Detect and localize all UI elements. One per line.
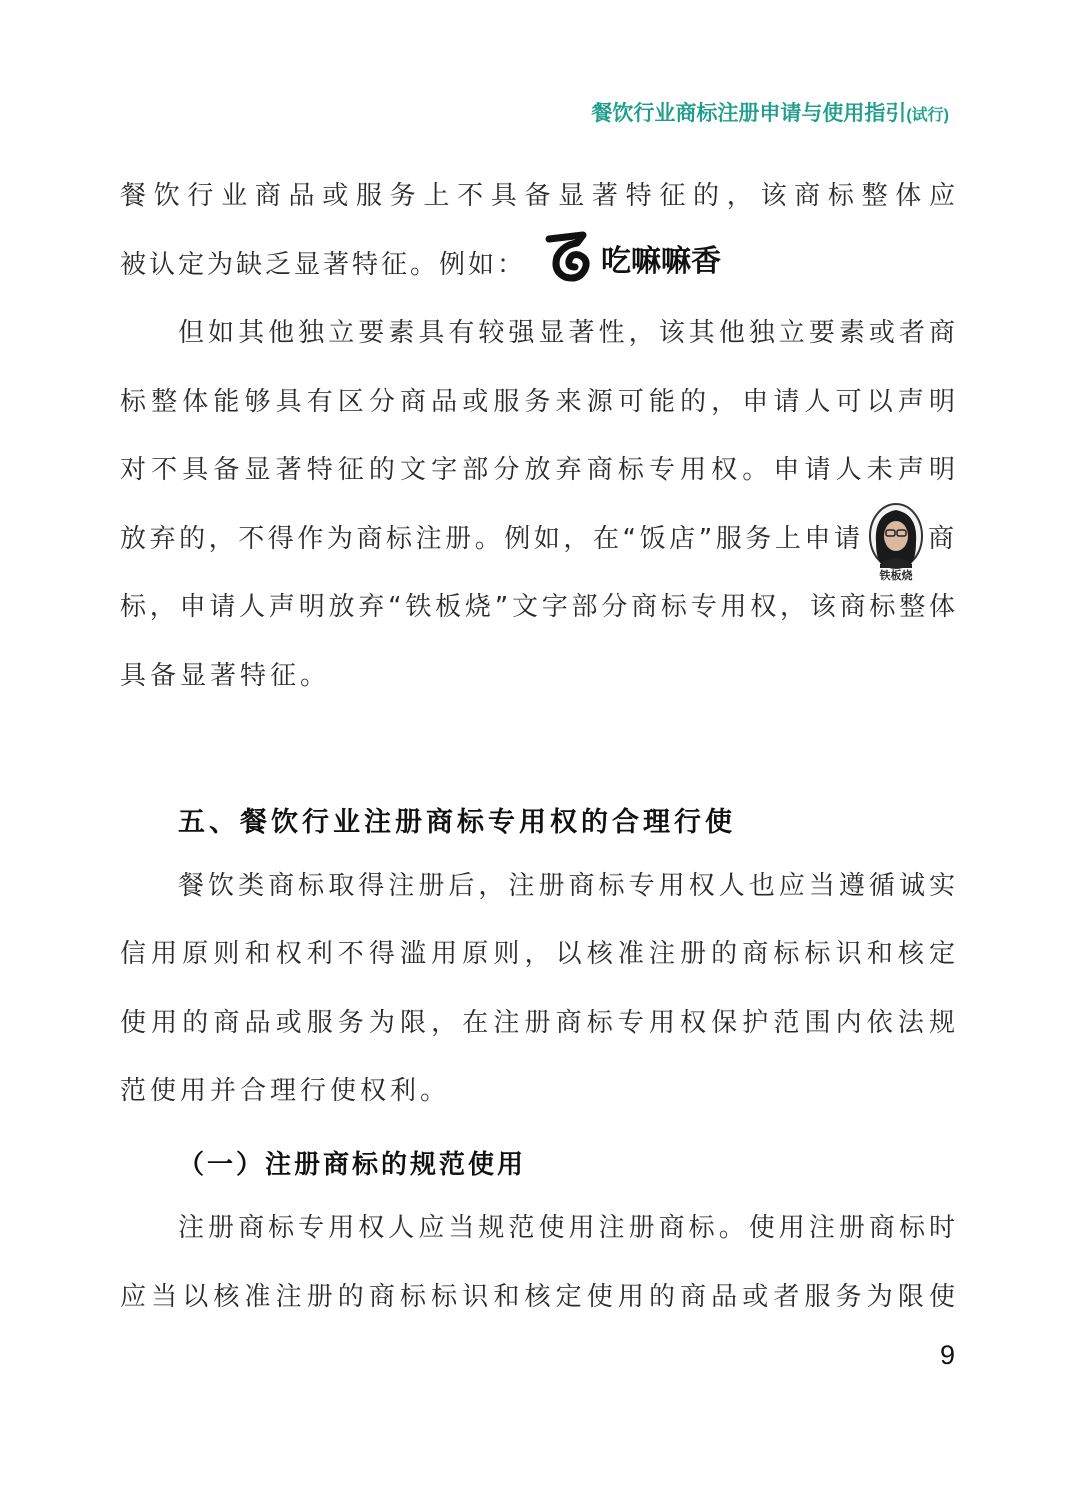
paragraph-line: 商 xyxy=(928,524,955,554)
header-title: 餐饮行业商标注册申请与使用指引 xyxy=(591,102,907,125)
paragraph-line: 应当以核准注册的商标标识和核定使用的商品或者服务为限使 xyxy=(120,1282,955,1312)
paragraph-line: 标，申请人声明放弃“铁板烧”文字部分商标专用权，该商标整体 xyxy=(120,592,955,622)
header-subtitle: (试行) xyxy=(906,107,949,124)
paragraph-line: 注册商标专用权人应当规范使用注册商标。使用注册商标时 xyxy=(178,1213,955,1243)
logo-wordmark: 吃嘛嘛香 xyxy=(601,244,721,279)
section-heading: 五、餐饮行业注册商标专用权的合理行使 xyxy=(178,807,736,838)
paragraph-line: 被认定为缺乏显著特征。例如： xyxy=(120,250,527,280)
page-number: 9 xyxy=(939,1340,955,1370)
paragraph-line: 餐饮类商标取得注册后，注册商标专用权人也应当遵循诚实 xyxy=(178,871,955,901)
paragraph-line: 范使用并合理行使权利。 xyxy=(120,1076,451,1106)
paragraph-line: 标整体能够具有区分商品或服务来源可能的，申请人可以声明 xyxy=(120,387,955,417)
paragraph-line: 餐饮行业商品或服务上不具备显著特征的，该商标整体应 xyxy=(120,181,955,211)
paragraph-line: 对不具备显著特征的文字部分放弃商标专用权。申请人未声明 xyxy=(120,455,955,485)
swirl-logo-icon xyxy=(543,231,597,285)
paragraph-line: 使用的商品或服务为限，在注册商标专用权保护范围内依法规 xyxy=(120,1008,955,1038)
paragraph-line: 具备显著特征。 xyxy=(120,661,331,691)
paragraph-line: 信用原则和权利不得滥用原则，以核准注册的商标标识和核定 xyxy=(120,939,955,969)
paragraph-line: 但如其他独立要素具有较强显著性，该其他独立要素或者商 xyxy=(178,318,955,348)
portrait-caption: 铁板烧 xyxy=(879,569,913,582)
trademark-example-logo xyxy=(543,230,721,286)
paragraph-line: 放弃的，不得作为商标注册。例如，在“饭店”服务上申请 xyxy=(120,524,860,554)
subsection-heading: （一）注册商标的规范使用 xyxy=(178,1150,527,1180)
running-header xyxy=(591,97,949,127)
